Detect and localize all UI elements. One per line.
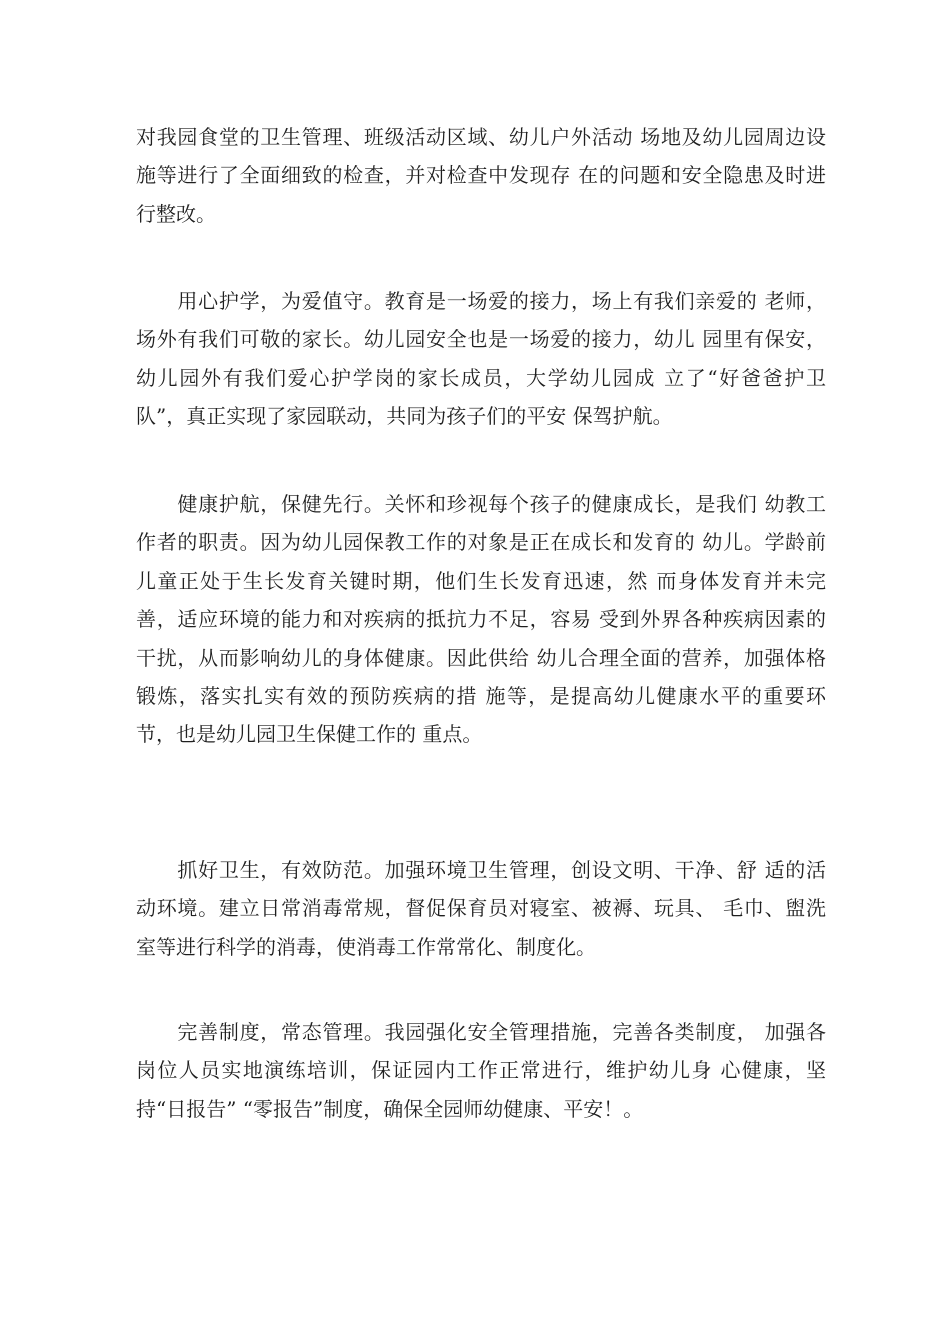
text-line: 动环境。建立日常消毒常规，督促保育员对寝室、被褥、玩具、 毛巾、盥洗 [136,896,826,921]
paragraph-hygiene [136,851,826,966]
text-line: 儿童正处于生长发育关键时期，他们生长发育迅速，然 而身体发育并未完 [136,568,826,593]
text-line: 队”，真正实现了家园联动，共同为孩子们的平安 保驾护航。 [136,404,673,429]
text-line: 用心护学，为爱值守。教育是一场爱的接力，场上有我们亲爱的 老师， [136,289,826,313]
text-line: 行整改。 [136,201,216,226]
text-line: 施等进行了全面细致的检查，并对检查中发现存 在的问题和安全隐患及时进 [136,163,826,188]
text-line: 完善制度，常态管理。我园强化安全管理措施，完善各类制度， 加强各 [136,1020,826,1044]
paragraph-health-escort [136,485,826,754]
paragraph-management-system [136,1013,826,1128]
paragraph-care-for-study [136,282,826,436]
paragraph-inspection [136,118,826,233]
text-line: 对我园食堂的卫生管理、班级活动区域、幼儿户外活动 场地及幼儿园周边设 [136,125,826,149]
text-line: 岗位人员实地演练培训，保证园内工作正常进行，维护幼儿身 心健康，坚 [136,1058,826,1083]
text-line: 幼儿园外有我们爱心护学岗的家长成员，大学幼儿园成 立了“好爸爸护卫 [136,365,826,390]
text-line: 干扰，从而影响幼儿的身体健康。因此供给 幼儿合理全面的营养，加强体格 [136,645,826,670]
text-line: 作者的职责。因为幼儿园保教工作的对象是正在成长和发育的 幼儿。学龄前 [136,530,826,555]
text-line: 健康护航，保健先行。关怀和珍视每个孩子的健康成长，是我们 幼教工 [136,492,826,516]
text-line: 持“日报告” “零报告”制度，确保全园师幼健康、平安！。 [136,1096,644,1121]
text-line: 场外有我们可敬的家长。幼儿园安全也是一场爱的接力，幼儿 园里有保安， [136,327,826,352]
text-line: 善，适应环境的能力和对疾病的抵抗力不足，容易 受到外界各种疾病因素的 [136,607,826,632]
text-line: 室等进行科学的消毒，使消毒工作常常化、制度化。 [136,934,596,959]
text-line: 抓好卫生，有效防范。加强环境卫生管理，创设文明、干净、舒 适的活 [136,858,826,882]
text-line: 锻炼，落实扎实有效的预防疾病的措 施等，是提高幼儿健康水平的重要环 [136,684,826,709]
text-line: 节，也是幼儿园卫生保健工作的 重点。 [136,722,483,747]
